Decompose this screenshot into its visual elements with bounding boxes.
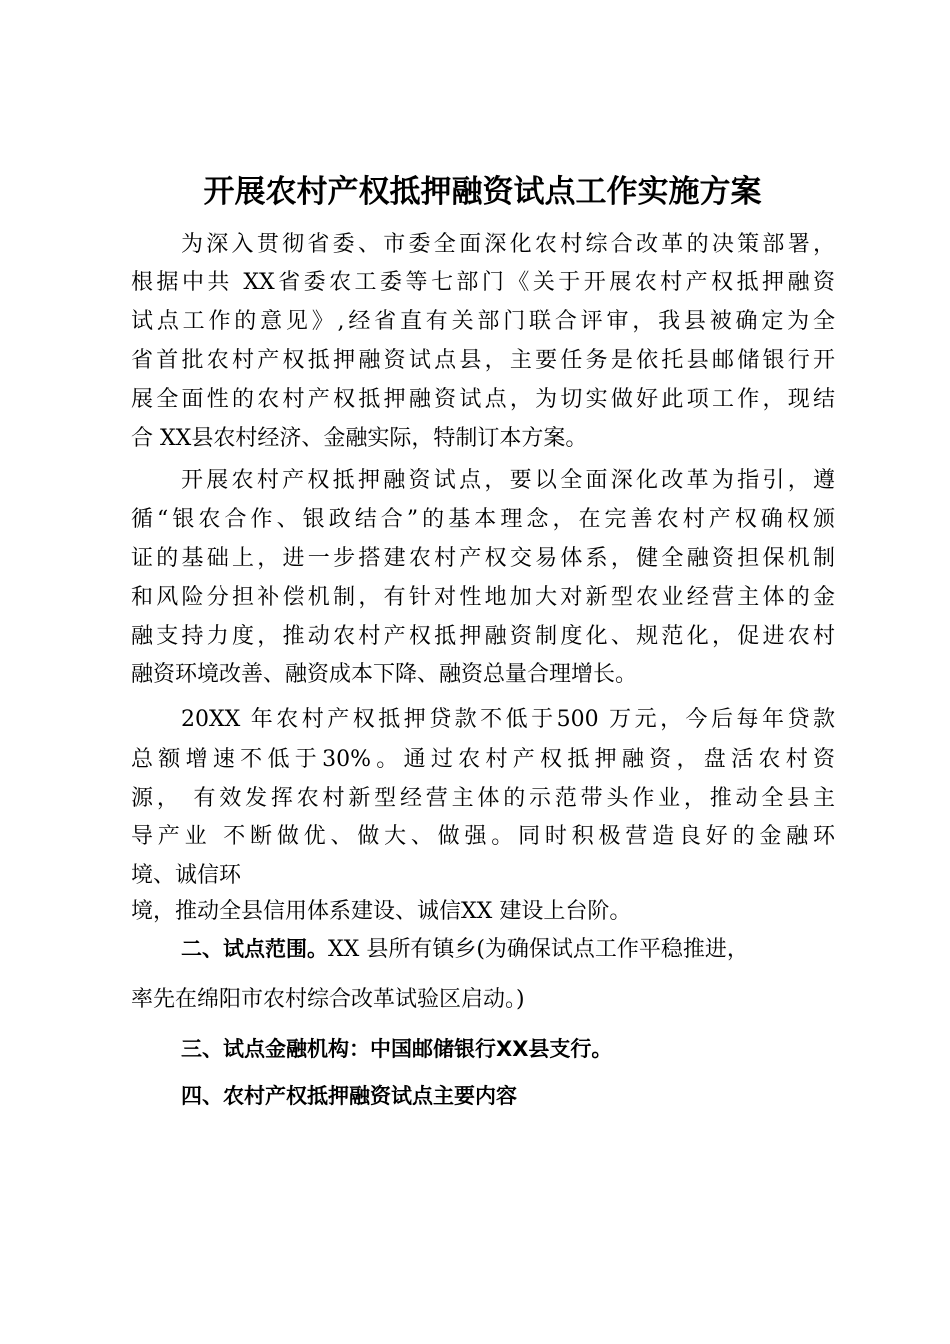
paragraph-3-line-4: 导产业 不断做优、做大、做强。同时积极营造良好的金融环 (131, 824, 835, 849)
paragraph-3-line-3: 源， 有效发挥农村新型经营主体的示范带头作业，推动全县主 (131, 786, 835, 811)
paragraph-1-line-1: 为深入贯彻省委、市委全面深化农村综合改革的决策部署， (181, 232, 835, 257)
paragraph-2-line-6: 融资环境改善、融资成本下降、融资总量合理增长。 (131, 662, 638, 687)
paragraph-2-line-3: 证的基础上，进一步搭建农村产权交易体系，健全融资担保机制 (131, 546, 835, 571)
paragraph-2-line-5: 融支持力度，推动农村产权抵押融资制度化、规范化，促进农村 (131, 624, 835, 649)
paragraph-1-line-5: 展全面性的农村产权抵押融资试点，为切实做好此项工作，现结 (131, 387, 835, 412)
section-4-heading: 四、农村产权抵押融资试点主要内容 (181, 1084, 517, 1108)
paragraph-1-line-2: 根据中共 XX省委农工委等七部门《关于开展农村产权抵押融资 (131, 270, 835, 295)
section-2-continuation: 率先在绵阳市农村综合改革试验区启动。) (131, 987, 525, 1012)
paragraph-3-line-1: 20XX 年农村产权抵押贷款不低于500 万元，今后每年贷款 (181, 707, 835, 732)
paragraph-1-line-6: 合 XX县农村经济、金融实际，特制订本方案。 (131, 426, 588, 451)
paragraph-3-line-2: 总额增速不低于30%。通过农村产权抵押融资，盘活农村资 (131, 747, 835, 772)
section-2-line (181, 934, 835, 965)
section-2-heading: 二、试点范围。 (181, 937, 328, 961)
paragraph-2-line-4: 和风险分担补偿机制，有针对性地加大对新型农业经营主体的金 (131, 585, 835, 610)
document-title: 开展农村产权抵押融资试点工作实施方案 (203, 174, 762, 210)
paragraph-3-line-5: 境、诚信环 (131, 863, 242, 888)
paragraph-2-line-2: 循“银农合作、银政结合”的基本理念，在完善农村产权确权颁 (131, 507, 835, 532)
section-3-heading: 三、试点金融机构：中国邮储银行XX县支行。 (181, 1037, 613, 1061)
paragraph-1-line-3: 试点工作的意见》,经省直有关部门联合评审，我县被确定为全 (131, 309, 835, 334)
section-2-text: XX 县所有镇乡(为确保试点工作平稳推进， (328, 937, 749, 962)
paragraph-2-line-1: 开展农村产权抵押融资试点，要以全面深化改革为指引，遵 (181, 468, 835, 493)
paragraph-1-line-4: 省首批农村产权抵押融资试点县，主要任务是依托县邮储银行开 (131, 348, 835, 373)
paragraph-3-line-6: 境，推动全县信用体系建设、诚信XX 建设上台阶。 (131, 899, 632, 924)
